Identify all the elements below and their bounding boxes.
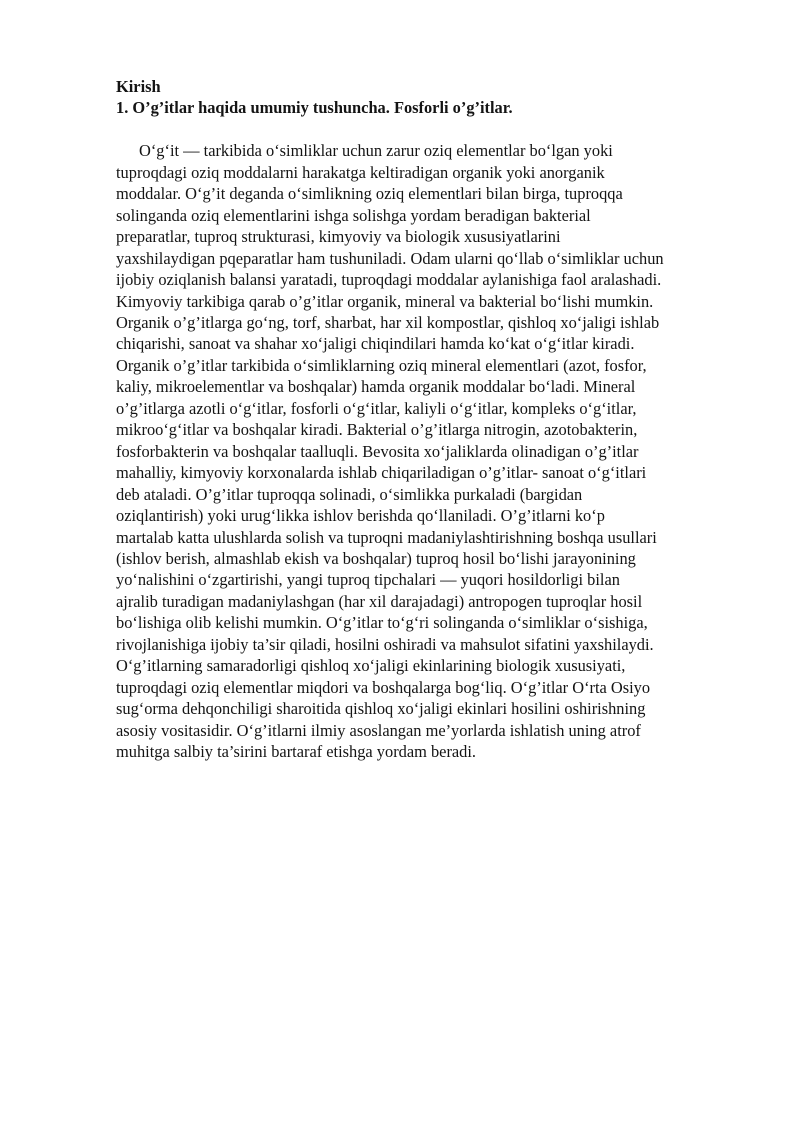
paragraph-line: O‘g’itlarning samaradorligi qishloq xo‘jaligi ekinlarining biologik xususiyati,	[116, 656, 626, 676]
document-page	[116, 76, 746, 762]
paragraph-line: deb ataladi. O’g’itlar tuproqqa solinadi, o‘simlikka purkaladi (bargidan	[116, 484, 583, 504]
paragraph-line: O‘g‘it — tarkibida o‘simliklar uchun zarur oziq elementlar bo‘lgan yoki	[139, 141, 613, 161]
paragraph-line: martalab katta ulushlarda solish va tuproqni madaniylashtirishning boshqa usullari	[116, 527, 657, 547]
paragraph-line: asosiy vositasidir. O‘g’itlarni ilmiy asoslangan me’yorlarda ishlatish uning atrof	[116, 720, 641, 740]
paragraph-line: chiqarishi, sanoat va shahar xo‘jaligi chiqindilari hamda ko‘kat o‘g‘itlar kiradi.	[116, 334, 635, 354]
paragraph-line: sug‘orma dehqonchiligi sharoitida qishloq xo‘jaligi ekinlari hosilini oshirishning	[116, 699, 646, 719]
paragraph-line: moddalar. O‘g’it deganda o‘simlikning oziq elementlari bilan birga, tuproqqa	[116, 184, 623, 204]
paragraph-line: solinganda oziq elementlarini ishga solishga yordam beradigan bakterial	[116, 205, 591, 225]
paragraph-line: Organik o’g’itlarga go‘ng, torf, sharbat, har xil kompostlar, qishloq xo‘jaligi ishlab	[116, 312, 660, 332]
paragraph-line: Organik o’g’itlar tarkibida o‘simliklarning oziq mineral elementlari (azot, fosfor,	[116, 355, 647, 375]
paragraph-line: mahalliy, kimyoviy korxonalarda ishlab chiqariladigan o’g’itlar- sanoat o‘g‘itlari	[116, 463, 647, 483]
heading-spacer	[116, 119, 746, 140]
paragraph-line: kaliy, mikroelementlar va boshqalar) hamda organik moddalar bo‘ladi. Mineral	[116, 377, 636, 397]
paragraph-line: oziqlantirish) yoki urug‘likka ishlov berishda qo‘llaniladi. O’g’itlarni ko‘p	[116, 506, 605, 526]
paragraph-line: ajralib turadigan madaniylashgan (har xil darajadagi) antropogen tuproqlar hosil	[116, 591, 643, 611]
paragraph-line: tuproqdagi oziq moddalarni harakatga keltiradigan organik yoki anorganik	[116, 162, 605, 182]
paragraph-line: fosforbakterin va boshqalar taalluqli. Bevosita xo‘jaliklarda olinadigan o’g’itlar	[116, 441, 639, 461]
paragraph-line: bo‘lishiga olib kelishi mumkin. O‘g’itlar to‘g‘ri solinganda o‘simliklar o‘sishiga,	[116, 613, 648, 633]
section-heading: 1. O’g’itlar haqida umumiy tushuncha. Fosforli o’g’itlar.	[116, 98, 513, 118]
paragraph-line: yo‘nalishini o‘zgartirishi, yangi tuproq tipchalari — yuqori hosildorligi bilan	[116, 570, 620, 590]
paragraph-line: preparatlar, tuproq strukturasi, kimyoviy va biologik xususiyatlarini	[116, 227, 561, 247]
paragraph-line: mikroo‘g‘itlar va boshqalar kiradi. Bakterial o’g’itlarga nitrogin, azotobakterin,	[116, 420, 638, 440]
intro-heading: Kirish	[116, 77, 161, 96]
body-paragraph	[116, 140, 746, 762]
paragraph-line: o’g’itlarga azotli o‘g‘itlar, fosforli o‘g‘itlar, kaliyli o‘g‘itlar, kompleks o‘g‘itlar,	[116, 398, 637, 418]
paragraph-line: ijobiy oziqlanish balansi yaratadi, tuproqdagi moddalar aylanishiga faol aralashadi.	[116, 270, 662, 290]
paragraph-line: tuproqdagi oziq elementlar miqdori va boshqalarga bog‘liq. O‘g’itlar O‘rta Osiyo	[116, 677, 651, 697]
paragraph-line: rivojlanishiga ijobiy ta’sir qiladi, hosilni oshiradi va mahsulot sifatini yaxshilaydi.	[116, 634, 654, 654]
paragraph-line: yaxshilaydigan pqeparatlar ham tushuniladi. Odam ularni qo‘llab o‘simliklar uchun	[116, 248, 664, 268]
paragraph-line: (ishlov berish, almashlab ekish va boshqalar) tuproq hosil bo‘lishi jarayonining	[116, 548, 636, 568]
paragraph-line: Kimyoviy tarkibiga qarab o’g’itlar organik, mineral va bakterial bo‘lishi mumkin.	[116, 291, 654, 311]
paragraph-line: muhitga salbiy ta’sirini bartaraf etishga yordam beradi.	[116, 742, 477, 762]
